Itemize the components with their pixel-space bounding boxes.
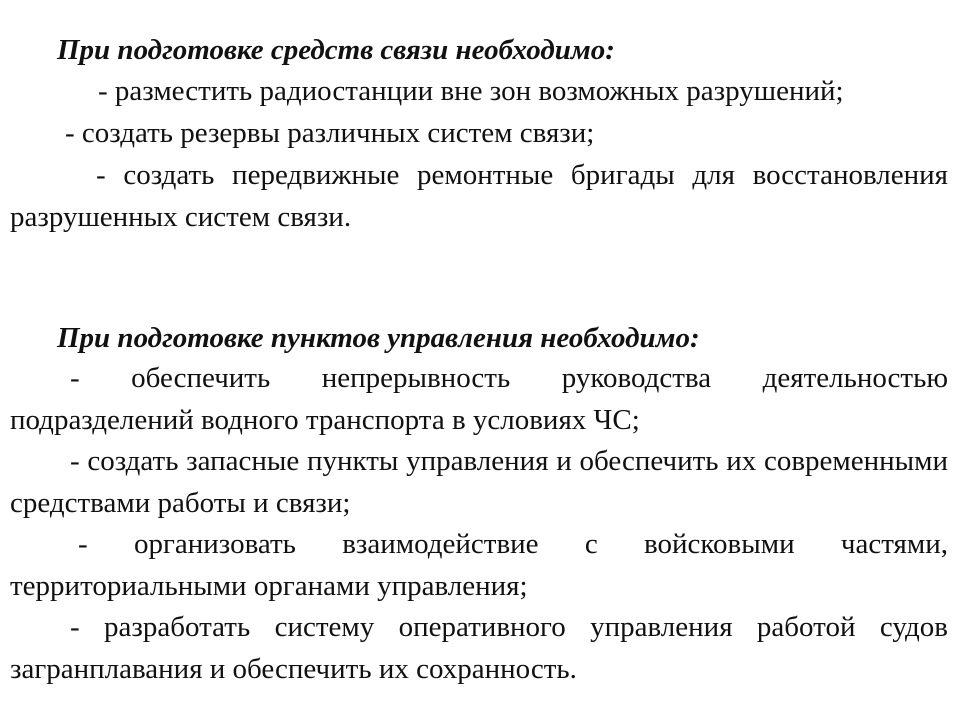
- communications-section: [10, 30, 948, 238]
- communications-heading: При подготовке средств связи необходимо:: [57, 34, 615, 66]
- list-item: - разместить радиостанции вне зон возможных разрушений;: [98, 75, 844, 107]
- control-points-section: [10, 318, 948, 690]
- list-item: - создать резервы различных систем связи;: [65, 117, 595, 149]
- list-item: - организовать взаимодействие с войсковыми частями, территориальными органами управления;: [10, 528, 948, 602]
- list-item: - создать передвижные ремонтные бригады для восстановления разрушенных систем связи.: [10, 159, 948, 233]
- list-item: - создать запасные пункты управления и обеспечить их современными средствами работы и связи;: [10, 445, 948, 519]
- control-points-heading: При подготовке пунктов управления необходимо:: [57, 322, 700, 354]
- list-item: - разработать систему оперативного управления работой судов загранплавания и обеспечить их сохранность.: [10, 611, 948, 685]
- list-item: - обеспечить непрерывность руководства деятельностью подразделений водного транспорта в условиях ЧС;: [10, 362, 948, 436]
